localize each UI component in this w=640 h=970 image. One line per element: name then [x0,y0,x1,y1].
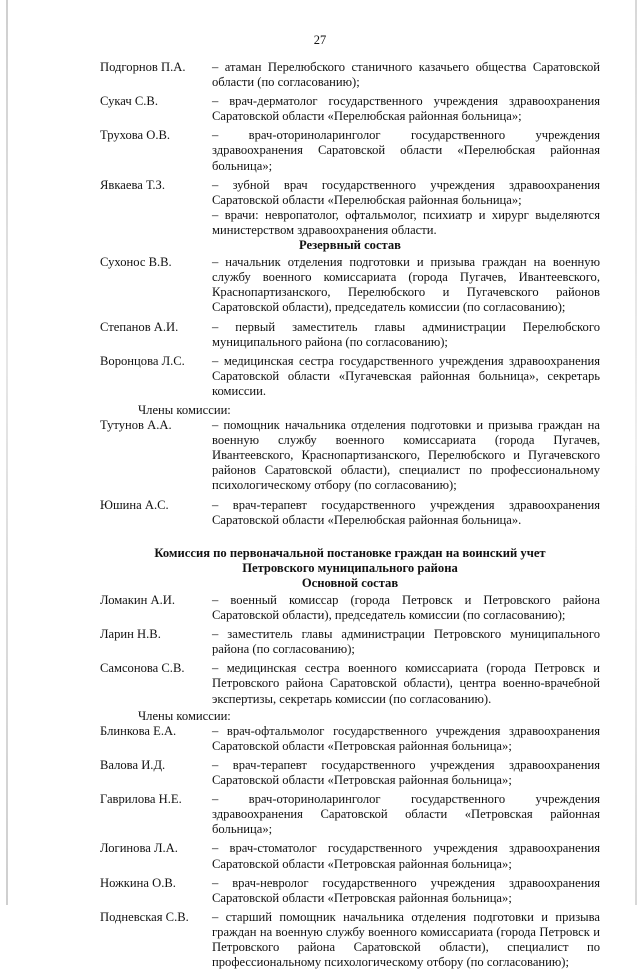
commission-title-line2: Петровского муниципального района [242,560,458,575]
member-role: – врач-стоматолог государственного учреждения здравоохранения Саратовской области «Петровская районная больница»; [212,841,600,871]
scan-edge-right [635,0,637,905]
member-role: – врач-дерматолог государственного учреждения здравоохранения Саратовской области «Перелюбская районная больница»; [212,94,600,124]
member-role: – атаман Перелюбского станичного казачьего общества Саратовской области (по согласованию); [212,60,600,90]
member-role: – врач-терапевт государственного учреждения здравоохранения Саратовской области «Петровская районная больница»; [212,757,600,788]
list-item [100,627,600,657]
member-role: – военный комиссар (города Петровск и Петровского района Саратовской области), председатель комиссии (по согласованию); [212,593,600,623]
document-body [100,60,600,970]
member-name: Ларин Н.В. [100,627,161,642]
member-role: – заместитель главы администрации Петровского муниципального района (по согласованию); [212,627,600,657]
list-item [100,354,600,399]
list-item [100,841,600,871]
member-role: – врач-терапевт государственного учреждения здравоохранения Саратовской области «Перелюбская районная больница». [212,497,600,527]
member-name: Тутунов А.А. [100,418,172,433]
members-label: Члены комиссии: [138,402,231,417]
list-item [100,60,600,90]
member-name: Сукач С.В. [100,94,158,109]
doctors-note: – врачи: невропатолог, офтальмолог, психиатр и хирург выделяются министерством здравоохранения области. [212,207,600,237]
member-name: Подгорнов П.А. [100,60,186,74]
list-item [100,758,600,788]
member-role: – медицинская сестра военного комиссариата (города Петровск и Петровского района Саратовской области), центра военно-врачебной экспертизы, секретарь комиссии (по согласованию). [212,661,600,706]
member-role: – врач-оториноларинголог государственного учреждения здравоохранения Саратовской области «Петровская районная больница»; [212,792,600,837]
member-name: Блинкова Е.А. [100,723,177,738]
list-item [100,792,600,837]
member-name: Гаврилова Н.Е. [100,792,182,807]
list-item [100,724,600,754]
member-name: Воронцова Л.С. [100,353,185,368]
member-name: Степанов А.И. [100,319,179,334]
member-role: – помощник начальника отделения подготовки и призыва граждан на военную службу военного комиссариата (города Пугачев, Ивантеевского, Краснопартизанского, Перелюбского и Пугачевского районов Саратовской области), специалист по профессиональному психологическому отбору (по согласованию); [212,418,600,493]
member-name: Валова И.Д. [100,757,166,772]
scan-edge-left [6,0,8,905]
list-item [100,178,600,208]
member-role: – врач-оториноларинголог государственного учреждения здравоохранения Саратовской области «Перелюбская районная больница»; [212,128,600,173]
member-name: Юшина А.С. [100,497,169,512]
member-name: Ножкина О.В. [100,875,176,890]
list-item [100,661,600,706]
member-name: Подневская С.В. [100,909,189,924]
list-item [100,498,600,528]
member-role: – медицинская сестра государственного учреждения здравоохранения Саратовской области «Пугачевская районная больница», секретарь комиссии. [212,353,600,398]
list-item [100,128,600,173]
member-name: Логинова Л.А. [100,841,178,856]
member-name: Сухонос В.В. [100,255,172,270]
member-role: – врач-невролог государственного учреждения здравоохранения Саратовской области «Петровская районная больница»; [212,875,600,905]
list-item [100,876,600,906]
section-heading-main: Основной состав [301,575,399,590]
list-item [100,320,600,350]
section-heading-reserve: Резервный состав [299,238,401,253]
member-role: – первый заместитель главы администрации Перелюбского муниципального района (по согласованию); [212,319,600,349]
list-item [100,593,600,623]
list-item [100,255,600,315]
list-item [100,94,600,124]
member-role: – врач-офтальмолог государственного учреждения здравоохранения Саратовской области «Петровская районная больница»; [212,723,600,753]
member-name: Трухова О.В. [100,128,171,143]
member-name: Самсонова С.В. [100,661,185,676]
member-role: – начальник отделения подготовки и призыва граждан на военную службу военного комиссариата (города Пугачев, Ивантеевского, Краснопартизанского, Перелюбского и Пугачевского районов Саратовской области), председатель комиссии (по согласованию); [212,255,600,315]
list-item [100,418,600,493]
members-label: Члены комиссии: [138,708,231,723]
commission-title: Комиссия по первоначальной постановке граждан на воинский учет [154,545,546,560]
member-role: – старший помощник начальника отделения подготовки и призыва граждан на военную службу военного комиссариата (города Петровск и Петровского района Саратовской области), специалист по профессиональному психологическому отбору (по согласованию); [212,909,600,970]
member-name: Явкаева Т.З. [100,177,166,192]
page-number: 27 [313,33,327,47]
member-role: – зубной врач государственного учреждения здравоохранения Саратовской области «Перелюбская районная больница»; [212,177,600,207]
member-name: Ломакин А.И. [100,593,175,607]
list-item [100,910,600,970]
